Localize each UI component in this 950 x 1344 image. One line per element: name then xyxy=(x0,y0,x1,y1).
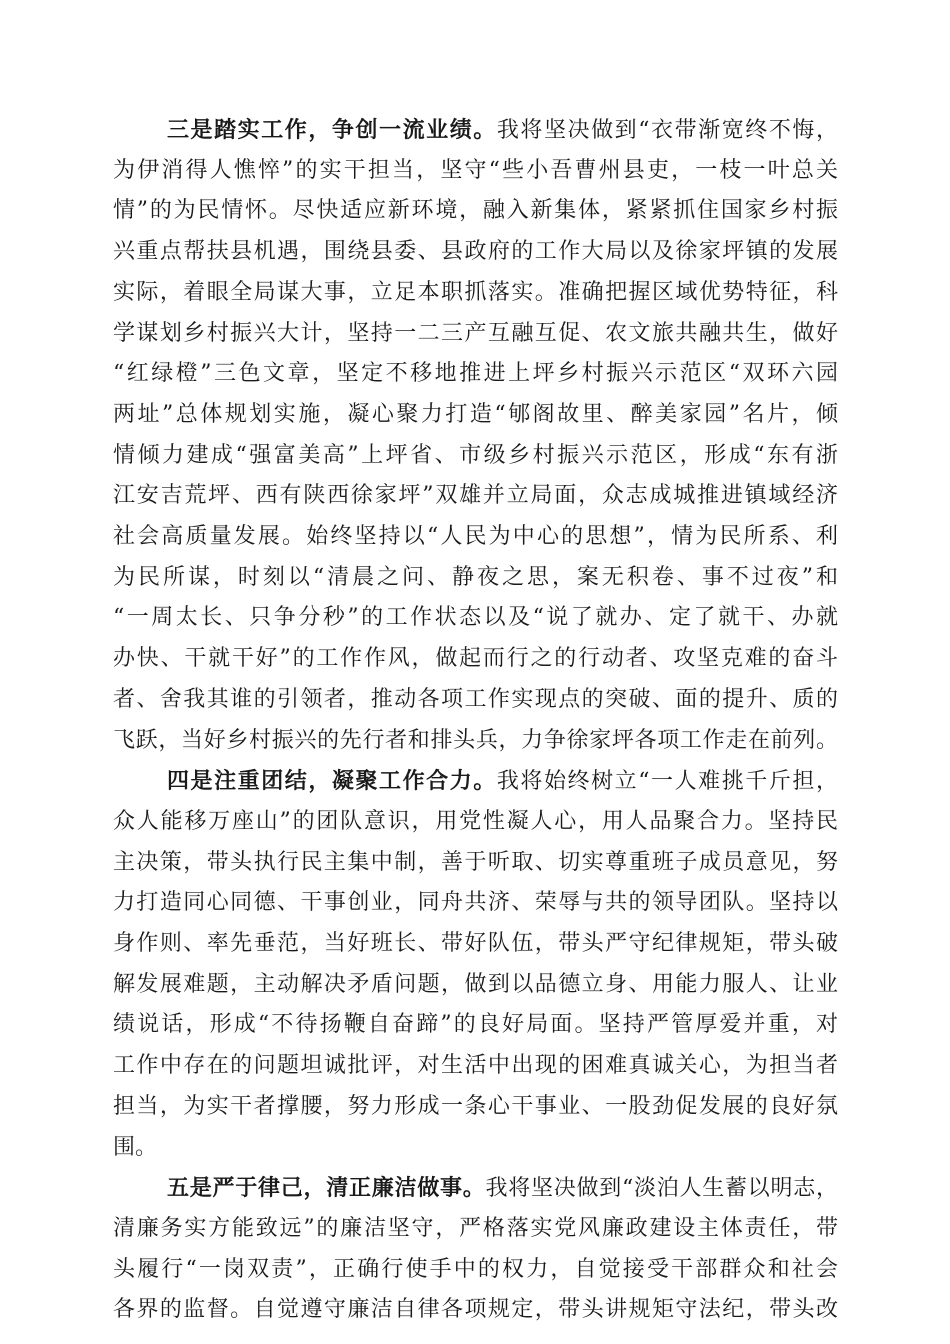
line-text: 两址”总体规划实施，凝心聚力打造“郇阁故里、醉美家园”名片，倾 xyxy=(113,401,838,427)
paragraph-line xyxy=(113,1294,838,1326)
paragraph-heading: 三是踏实工作，争创一流业绩。 xyxy=(167,117,497,143)
line-text: 各界的监督。自觉遵守廉洁自律各项规定，带头讲规矩守法纪，带头改 xyxy=(113,1297,838,1323)
paragraph-line xyxy=(113,969,838,1001)
paragraph-heading: 四是注重团结，凝聚工作合力。 xyxy=(167,768,497,795)
line-text: 我将始终树立“一人难挑千斤担， xyxy=(496,769,838,795)
line-text: 者、舍我其谁的引领者，推动各项工作实现点的突破、面的提升、质的 xyxy=(113,686,838,712)
paragraph-line xyxy=(113,562,838,594)
paragraph-line xyxy=(113,1050,838,1082)
paragraph-line xyxy=(113,277,838,309)
paragraph-line xyxy=(113,358,838,390)
paragraph-line xyxy=(113,1009,838,1041)
line-text: 清廉务实方能致远”的廉洁坚守，严格落实党风廉政建设主体责任，带 xyxy=(113,1215,838,1241)
line-text: 飞跃，当好乡村振兴的先行者和排头兵，力争徐家坪各项工作走在前列。 xyxy=(113,727,838,753)
paragraph-line xyxy=(113,236,838,268)
line-text: 社会高质量发展。始终坚持以“人民为中心的思想”，情为民所系、利 xyxy=(113,524,838,549)
paragraph-line xyxy=(113,806,838,838)
paragraph-line xyxy=(113,643,838,675)
paragraph-line xyxy=(113,440,838,472)
line-text: 担当，为实干者撑腰，努力形成一条心干事业、一股劲促发展的良好氛 xyxy=(113,1093,838,1119)
paragraph-line xyxy=(113,399,838,431)
paragraph-line xyxy=(113,195,838,227)
line-text: “一周太长、只争分秒”的工作状态以及“说了就办、定了就干、办就 xyxy=(113,605,838,631)
paragraph-line xyxy=(113,1091,838,1123)
paragraph-line xyxy=(113,1132,838,1164)
paragraph-heading: 五是严于律己，清正廉洁做事。 xyxy=(167,1175,486,1202)
paragraph-first-line xyxy=(167,765,838,797)
paragraph-line xyxy=(113,847,838,879)
line-text: “红绿橙”三色文章，坚定不移地推进上坪乡村振兴示范区“双环六园 xyxy=(113,361,838,387)
paragraph-line xyxy=(113,684,838,716)
line-text: 力打造同心同德、干事创业，同舟共济、荣辱与共的领导团队。坚持以 xyxy=(113,890,838,916)
paragraph-line xyxy=(113,887,838,919)
paragraph-line xyxy=(113,155,838,187)
paragraph-first-line xyxy=(167,1172,838,1204)
line-text: 工作中存在的问题坦诚批评，对生活中出现的困难真诚关心，为担当者 xyxy=(113,1053,838,1079)
line-text: 为民所谋，时刻以“清晨之问、静夜之思，案无积卷、事不过夜”和 xyxy=(113,564,838,590)
line-text: 头履行“一岗双责”，正确行使手中的权力，自觉接受干部群众和社会 xyxy=(113,1256,838,1282)
line-text: 围。 xyxy=(113,1134,158,1160)
paragraph-line xyxy=(113,1213,838,1245)
paragraph-line xyxy=(113,725,838,757)
paragraph-line xyxy=(113,480,838,512)
line-text: 江安吉荒坪、西有陕西徐家坪”双雄并立局面，众志成城推进镇域经济 xyxy=(113,483,838,509)
line-text: 兴重点帮扶县机遇，围绕县委、县政府的工作大局以及徐家坪镇的发展 xyxy=(113,239,838,265)
line-text: 众人能移万座山”的团队意识，用党性凝人心，用人品聚合力。坚持民 xyxy=(113,808,838,834)
line-text: 解发展难题，主动解决矛盾问题，做到以品德立身、用能力服人、让业 xyxy=(113,971,838,997)
line-text: 我将坚决做到“衣带渐宽终不悔， xyxy=(496,118,838,143)
line-text: 为伊消得人憔悴”的实干担当，坚守“些小吾曹州县吏，一枝一叶总关 xyxy=(113,157,838,183)
line-text: 学谋划乡村振兴大计，坚持一二三产互融互促、农文旅共融共生，做好 xyxy=(113,320,838,346)
line-text: 我将坚决做到“淡泊人生蓄以明志， xyxy=(485,1176,838,1202)
line-text: 办快、干就干好”的工作作风，做起而行之的行动者、攻坚克难的奋斗 xyxy=(113,646,838,672)
paragraph-line xyxy=(113,928,838,960)
line-text: 主决策，带头执行民主集中制，善于听取、切实尊重班子成员意见，努 xyxy=(113,849,838,875)
line-text: 实际，着眼全局谋大事，立足本职抓落实。准确把握区域优势特征，科 xyxy=(113,279,838,305)
paragraph-line xyxy=(113,602,838,634)
paragraph-line xyxy=(113,1254,838,1286)
line-text: 情倾力建成“强富美高”上坪省、市级乡村振兴示范区，形成“东有浙 xyxy=(113,442,838,468)
paragraph-first-line xyxy=(167,114,838,146)
paragraph-line xyxy=(113,521,838,553)
paragraph-line xyxy=(113,318,838,350)
line-text: 身作则、率先垂范，当好班长、带好队伍，带头严守纪律规矩，带头破 xyxy=(113,931,838,956)
line-text: 绩说话，形成“不待扬鞭自奋蹄”的良好局面。坚持严管厚爱并重，对 xyxy=(113,1012,838,1038)
line-text: 情”的为民情怀。尽快适应新环境，融入新集体，紧紧抓住国家乡村振 xyxy=(113,198,838,224)
